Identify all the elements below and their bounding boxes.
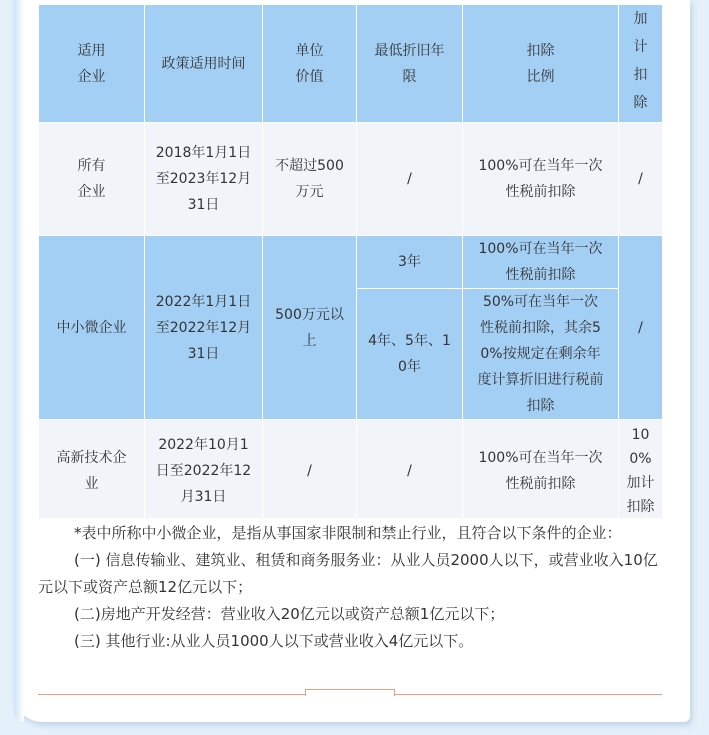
cell-unit-value: / (263, 420, 357, 519)
cell-enterprise: 中小微企业 (39, 236, 145, 420)
divider-tab-decoration (305, 689, 395, 696)
cell-unit-value: 不超过500 万元 (263, 123, 357, 236)
cell-min-years-3: 3年 (357, 236, 463, 289)
table-notes (38, 520, 662, 655)
cell-min-years-4-5-10: 4年、5年、1 0年 (357, 289, 463, 420)
cell-enterprise: 所有 企业 (39, 123, 145, 236)
policy-table (38, 4, 662, 518)
table-row (39, 420, 663, 519)
cell-super-deduction: / (619, 123, 663, 236)
header-min-depreciation-years: 最低折旧年 限 (357, 5, 463, 123)
note-item-2: (二)房地产开发经营：营业收入20亿元以或资产总额1亿元以下； (74, 605, 505, 623)
note-intro: *表中所称中小微企业，是指从事国家非限制和禁止行业，且符合以下条件的企业： (74, 524, 622, 542)
header-unit-value: 单位 价值 (263, 5, 357, 123)
table-row (39, 236, 663, 289)
table-row (39, 123, 663, 236)
cell-period: 2018年1月1日 至2023年12月 31日 (145, 123, 263, 236)
cell-deduction-ratio: 100%可在当年一次 性税前扣除 (463, 123, 619, 236)
header-policy-period: 政策适用时间 (145, 5, 263, 123)
header-super-deduction: 加 计 扣 除 (619, 5, 663, 123)
note-item-3: (三) 其他行业:从业人员1000人以下或营业收入4亿元以下。 (74, 632, 474, 650)
cell-deduction-ratio-50: 50%可在当年一次 性税前扣除，其余5 0%按规定在剩余年 度计算折旧进行税前 扣除 (463, 289, 619, 420)
cell-unit-value: 500万元以 上 (263, 236, 357, 420)
cell-deduction-ratio: 100%可在当年一次 性税前扣除 (463, 420, 619, 519)
cell-period: 2022年1月1日 至2022年12月 31日 (145, 236, 263, 420)
cell-super-deduction: 10 0% 加计 扣除 (619, 420, 663, 519)
policy-table-wrapper (38, 4, 662, 518)
table-header-row (39, 5, 663, 123)
cell-min-years: / (357, 123, 463, 236)
header-deduction-ratio: 扣除 比例 (463, 5, 619, 123)
card-edge-decoration (14, 0, 24, 722)
cell-super-deduction: / (619, 236, 663, 420)
header-applicable-enterprise: 适用 企业 (39, 5, 145, 123)
cell-enterprise: 高新技术企 业 (39, 420, 145, 519)
cell-deduction-ratio-3: 100%可在当年一次 性税前扣除 (463, 236, 619, 289)
cell-period: 2022年10月1 日至2022年12 月31日 (145, 420, 263, 519)
note-item-1: (一) 信息传输业、建筑业、租赁和商务服务业：从业人员2000人以下，或营业收入10亿元以下或资产总额12亿元以下； (38, 551, 658, 596)
cell-min-years: / (357, 420, 463, 519)
